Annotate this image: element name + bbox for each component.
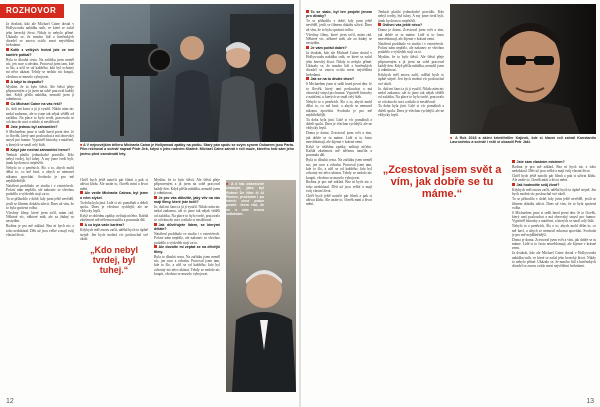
body-text: Jo, dali mi šanci a já ji využil. Nikdo nám nic nedal zadarmo, ale to jsme tak nějak věděli od začátku. Na place to bylo tvrdé, pracovalo se od rána do noci a nikdo si nestěžoval. — [6, 107, 74, 125]
question: A když to dopadlo? — [6, 80, 74, 84]
question: Jste jednou byl zahraniční? — [6, 125, 74, 129]
body-text: Natáčení probíhalo ve studiu i v exteriérech. Počasí nám nepřálo, ale nakonec se všechno podařilo a výsledek stojí za to. — [154, 231, 220, 245]
right-column-1 — [306, 10, 372, 394]
body-text: Jo, dali mi šanci a já ji využil. Nikdo nám nic nedal zadarmo, ale to jsme tak nějak věděli od začátku. Na place to bylo tvrdé, pracovalo se od rána do noci a nikdo si nestěžoval. — [154, 204, 220, 222]
question: Ale dovolte mi zeptat se na dřívější filmy. — [154, 245, 220, 254]
body-text: Tenkrát platilo jednoduché pravidlo. Kdo nebyl tvrdej, byl tuhej. A my jsme tvrdí byli, jinak bychom to nepřežili. — [6, 152, 74, 166]
body-text: Když se ohlédnu zpátky, nelituji ničeho. Každá zkušenost mě něčemu naučila a posunula dál. — [80, 214, 148, 223]
body-text: Rodina je pro mě základ. Bez ní bych nic z toho nedokázal. Děti už jsou velké a mají svůj vlastní život. — [306, 180, 372, 193]
body-text: Myslím, že to bylo štěstí. Ale štěstí přeje připraveným a já jsem na sobě pracoval každý den. Když přišla nabídka, nemohl jsem ji odmítnout. — [154, 178, 220, 195]
body-text: Byla to dlouhá cesta. Na začátku jsem neměl nic, jen ruce a odvahu. Pracoval jsem tam, kde to šlo, a učil se od každého, kdo byl ochotný mi něco ukázat. Tehdy se nedalo nic koupit, všechno se muselo vybojovat. — [154, 254, 220, 276]
body-text: Nebylo to o penězích. Šlo o to, abych mohl dělat to, co mě baví, a abych se nemusel nikomu zpovídat. Svoboda je pro mě nejdůležitější. — [6, 166, 74, 183]
body-text: Ja dvakrát, kdo ale Michael Caine dostal v Hollywoodu nabídku sníh, ve které se začal jeho herecký život. Nikdy to nebylo přímé. Ukázalo se, že mnoho lidí z brněnských divadel se znovu ocitlo mezi největšími hvězdami. — [512, 251, 596, 269]
left-column-1 — [6, 22, 74, 392]
question: Je vám pořád dobře? — [306, 46, 372, 50]
body-text: Doma je doma. Zcestoval jsem svět a vím, jak dobře se tu máme. Lidé si to často neuvědomují, ale žijeme v krásné zemi. — [306, 131, 372, 144]
body-text: To se přihodilo v době, kdy jsem ještě nevěděl, jestli se filmem dokážu uživit. Dnes už vím, že to byla správná volba. — [512, 197, 596, 210]
body-text: Ta doba byla jiná. Lidé si víc pomáhali a drželi spolu. Dnes je všechno rychlejší, ale ne vždycky lepší. — [306, 117, 372, 131]
question: Ale vedle Michaela Cainea, byl jsme o něm slyšel. — [80, 191, 148, 200]
body-text: To se přihodilo v době, kdy jsem ještě nevěděl, jestli se filmem dokážu uživit. Dnes už vím, že to byla správná volba. — [6, 197, 74, 210]
pull-quote: „Kdo nebyl tvrdej, byl tuhej.“ — [89, 245, 138, 275]
body-text: Chtěl bych ještě natočit pár filmů a pak si užívat klidu. Ale znáte to, člověk míní a život mění. — [512, 174, 596, 183]
film-still-photo — [80, 4, 294, 142]
right-column-3 — [512, 160, 596, 394]
body-text: Myslím, že to bylo štěstí. Ale štěstí přeje připraveným a já jsem na sobě pracoval každý den. Když přišla nabídka, nemohl jsem ji odmítnout. — [378, 55, 444, 73]
body-text: Doma je doma. Zcestoval jsem svět a vím, jak dobře se tu máme. Lidé si to často neuvědomují, ale žijeme v krásné zemi. — [512, 237, 596, 251]
question: Jak důvěřujete lidem, se kterými děláte? — [154, 222, 220, 232]
body-text: Když se ohlédnu zpátky, nelituji ničeho. Každá zkušenost mě něčemu naučila a posunula dál. — [306, 144, 372, 158]
left-column-2 — [80, 178, 148, 392]
body-text: S Michaelem jsme si sedli hned první den. Je to člověk, který umí poslouchat a má obrovský smysl pro humor. Vyprávěl historky z natáčení, u kterých se smál celý štáb. — [6, 129, 74, 147]
body-text: Natáčení probíhalo ve studiu i v exteriérech. Počasí nám nepřálo, ale nakonec se všechno podařilo a výsledek stojí za to. — [6, 183, 74, 197]
body-text: Rodina je pro mě základ. Bez ní bych nic z toho nedokázal. Děti už jsou velké a mají svůj vlastní život. — [512, 164, 596, 174]
question: To se stalo, byl ten projekt jenom pro diváky? — [306, 10, 372, 19]
body-text: Ja dvakrát, kdo ale Michael Caine dostal v Hollywoodu nabídku sníh, ve které se začal jeho herecký život. Nikdy to nebylo přímé. Ukázalo se, že mnoho lidí z brněnských divadel se znovu ocitlo mezi největšími hvězdami. — [6, 22, 74, 48]
body-text: Kdybych měl znovu začít, udělal bych to úplně stejně. Jen bych možná víc poslouchal své okolí. — [80, 228, 148, 241]
body-text: Myslím, že to bylo štěstí. Ale štěstí přeje připraveným a já jsem na sobě pracoval každý den. Když přišla nabídka, nemohl jsem ji odmítnout. — [6, 84, 74, 102]
body-text: Nebylo to o penězích. Šlo o to, abych mohl dělat to, co mě baví, a abych se nemusel nikomu zpovídat. Svoboda je pro mě nejdůležitější. — [306, 100, 372, 117]
body-text: Chtěl bych ještě natočit pár filmů a pak si užívat klidu. Ale znáte to, člověk míní a život mění. — [306, 193, 372, 207]
section-banner: ROZHOVOR — [0, 4, 64, 18]
question: Jak hodnotíte svůj život? — [512, 183, 596, 187]
body-text: Všechny filmy, které jsem točil, mám rád. Některé víc, některé míň, ale za žádný se nestydím. — [306, 32, 372, 46]
portrait-photo-man-sunglasses — [450, 4, 596, 134]
pull-quote: „Zcestoval jsem svět a vím, jak dobře se tu máme.“ — [378, 162, 506, 202]
question: Je pro vás důležité, jaký vliv na vás mají filmy, které jste točil? — [154, 195, 220, 205]
left-column-3 — [154, 178, 220, 392]
body-text: Ta doba byla jiná. Lidé si víc pomáhali a drželi spolu. Dnes je všechno rychlejší, ale ne vždycky lepší. — [378, 104, 444, 117]
body-text: Byla to dlouhá cesta. Na začátku jsem neměl nic, jen ruce a odvahu. Pracoval jsem tam, kde to šlo, a učil se od každého, kdo byl ochotný mi něco ukázat. Tehdy se nedalo nic koupit, všechno se muselo vybojovat. — [6, 57, 74, 79]
page-fold — [299, 0, 301, 407]
body-text: Všechny filmy, které jsem točil, mám rád. Některé víc, některé míň, ale za žádný se nestydím. — [6, 210, 74, 224]
page-number-left: 12 — [6, 398, 14, 405]
question: Ovlivní vás ještě něco? — [378, 23, 444, 27]
body-text: Tenkrát platilo jednoduché pravidlo. Kdo nebyl tvrdej, byl tuhej. A my jsme tvrdí byli, jinak bychom to nepřežili. — [378, 10, 444, 23]
question: Jak se na to díváte dnes? — [306, 77, 372, 81]
body-text: Ta doba byla jiná. Lidé si víc pomáhali a drželi spolu. Dnes je všechno rychlejší, ale ne vždycky lepší. — [80, 200, 148, 214]
body-text: Kdybych měl znovu začít, udělal bych to úplně stejně. Jen bych možná víc poslouchal své okolí. — [378, 73, 444, 86]
right-column-2 — [378, 10, 444, 394]
body-text: Rodina je pro mě základ. Bez ní bych nic z toho nedokázal. Děti už jsou velké a mají svůj vlastní život. — [6, 224, 74, 237]
question: Jste sám vlastním mistrem? — [512, 160, 596, 164]
body-text: Kdybych měl znovu začít, udělal bych to úplně stejně. Jen bych možná víc poslouchal své okolí. — [512, 188, 596, 197]
body-text: Chtěl bych ještě natočit pár filmů a pak si užívat klidu. Ale znáte to, člověk míní a život mění. — [80, 178, 148, 191]
question: Kolik z velkých hvězd jste ve své kariéře potkal? — [6, 48, 74, 57]
body-text: Nebylo to o penězích. Šlo o to, abych mohl dělat to, co mě baví, a abych se nemusel nikomu zpovídat. Svoboda je pro mě nejdůležitější. — [512, 224, 596, 237]
question: Když jste nechal zahraniční herce? — [6, 148, 74, 152]
body-text: Natáčení probíhalo ve studiu i v exteriérech. Počasí nám nepřálo, ale nakonec se všechno podařilo a výsledek stojí za to. — [378, 41, 444, 55]
photo-caption: ■ A V nejnovějším trilleru Michaela Caina je Hollywood zpátky na pódiu. Starý pán spolu se svým synem Oskarem jsou Parta. Film režíroval a scénář napsal Piotr Jirk, kdysi v jeho rodném Kladně. Michael Caine zahrál v roli muže, kterého hrál sám jeho jméno před osmdesáti lety. — [80, 143, 294, 175]
body-text: Byla to dlouhá cesta. Na začátku jsem neměl nic, jen ruce a odvahu. Pracoval jsem tam, kde to šlo, a učil se od každého, kdo byl ochotný mi něco ukázat. Tehdy se nedalo nic koupit, všechno se muselo vybojovat. — [306, 158, 372, 180]
body-text: Jo, dali mi šanci a já ji využil. Nikdo nám nic nedal zadarmo, ale to jsme tak nějak věděli od začátku. Na place to bylo tvrdé, pracovalo se od rána do noci a nikdo si nestěžoval. — [378, 86, 444, 104]
body-text: S Michaelem jsme si sedli hned první den. Je to člověk, který umí poslouchat a má obrovský smysl pro humor. Vyprávěl historky z natáčení, u kterých se smál celý štáb. — [306, 82, 372, 100]
portrait-image — [450, 4, 596, 134]
page-number-right: 13 — [586, 398, 594, 405]
film-still-image — [80, 4, 294, 142]
body-text: Doma je doma. Zcestoval jsem svět a vím, jak dobře se tu máme. Lidé si to často neuvědomují, ale žijeme v krásné zemi. — [378, 28, 444, 41]
question: Co Michael Caine na vás řekl? — [6, 102, 74, 106]
body-text: Ja dvakrát, kdo ale Michael Caine dostal v Hollywoodu nabídku sníh, ve které se začal jeho herecký život. Nikdy to nebylo přímé. Ukázalo se, že mnoho lidí z brněnských divadel se znovu ocitlo mezi největšími hvězdami. — [306, 51, 372, 77]
body-text: To se přihodilo v době, kdy jsem ještě nevěděl, jestli se filmem dokážu uživit. Dnes už vím, že to byla správná volba. — [306, 19, 372, 32]
photo-caption: ■ A Rok 2018 a akční krimithriller Kajínek, kde si hlavní roli zahrál Konstantin Lavroněnko a scénář i režii si obsadil Petr Jákl. — [450, 136, 596, 156]
body-text: S Michaelem jsme si sedli hned první den. Je to člověk, který umí poslouchat a má obrovský smysl pro humor. Vyprávěl historky z natáčení, u kterých se smál celý štáb. — [512, 210, 596, 224]
photo-caption: ■ A k tak obsesivně známým, jako byl Robert De Niro či Al Pacino, prožívám i po letech chuť práce pozdě. Jsem rád, že se s ním znovu setkávám. — [226, 182, 264, 230]
question: A co byla vaše kariéra? — [80, 223, 148, 227]
